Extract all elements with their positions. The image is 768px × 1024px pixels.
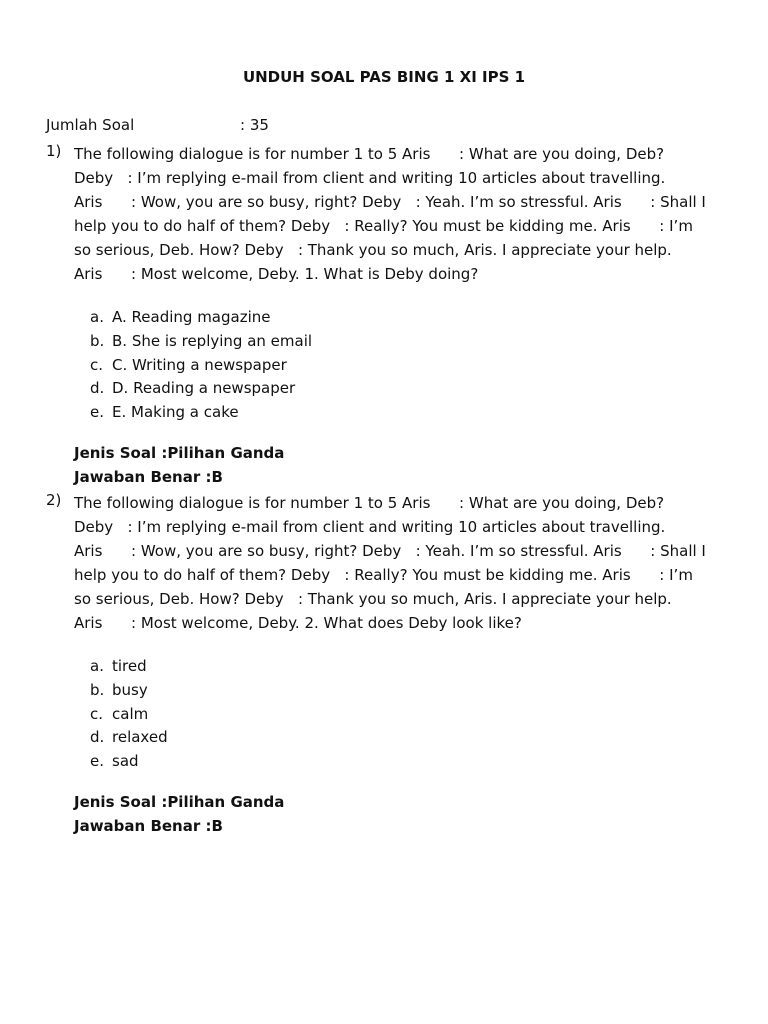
option-letter: c. xyxy=(90,704,104,723)
question-type: Jenis Soal :Pilihan Ganda xyxy=(74,792,285,811)
option-text: calm xyxy=(112,704,149,723)
option-text: relaxed xyxy=(112,728,168,747)
question-meta xyxy=(74,441,726,489)
option-letter: e. xyxy=(90,403,104,422)
option-item xyxy=(90,401,726,425)
option-letter: a. xyxy=(90,308,104,326)
option-letter: c. xyxy=(90,355,104,374)
document-title: UNDUH SOAL PAS BING 1 XI IPS 1 xyxy=(242,68,526,86)
option-letter: b. xyxy=(90,680,105,699)
option-text: busy xyxy=(112,680,148,699)
option-list xyxy=(90,306,726,425)
option-list xyxy=(90,655,726,774)
question-type: Jenis Soal :Pilihan Ganda xyxy=(74,443,285,462)
option-text: B. She is replying an email xyxy=(112,331,313,350)
option-letter: d. xyxy=(90,379,105,398)
option-item xyxy=(90,306,726,330)
question-text: The following dialogue is for number 1 to 5 Aris : What are you doing, Deb? Deby : I’m replying e-mail from client and writing 10 articles about travelling. Aris : Wow, you are so busy, right? Deby : Yeah. I’m so stressful. Aris : Shall I help you to do half of them? Deby : Really? You must be kidding me. Aris : I’m so serious, Deb. How? Deby : Thank you so much, Aris. I appreciate your help. Aris : Most welcome, Deby. 2. What does Deby look like? xyxy=(74,494,706,632)
option-item xyxy=(90,655,726,679)
question-text: The following dialogue is for number 1 to 5 Aris : What are you doing, Deb? Deby : I’m replying e-mail from client and writing 10 articles about travelling. Aris : Wow, you are so busy, right? Deby : Yeah. I’m so stressful. Aris : Shall I help you to do half of them? Deby : Really? You must be kidding me. Aris : I’m so serious, Deb. How? Deby : Thank you so much, Aris. I appreciate your help. Aris : Most welcome, Deby. 1. What is Deby doing? xyxy=(74,145,706,283)
option-text: D. Reading a newspaper xyxy=(112,379,296,398)
question-number: 2) xyxy=(46,491,62,509)
option-letter: b. xyxy=(90,331,105,350)
question-2 xyxy=(46,491,726,838)
option-text: C. Writing a newspaper xyxy=(112,355,287,374)
question-meta xyxy=(74,790,726,838)
option-letter: e. xyxy=(90,752,104,771)
option-text: tired xyxy=(112,657,147,675)
correct-answer: Jawaban Benar :B xyxy=(74,816,223,835)
correct-answer: Jawaban Benar :B xyxy=(74,467,223,486)
option-letter: a. xyxy=(90,657,104,675)
option-text: E. Making a cake xyxy=(112,403,239,422)
option-item xyxy=(90,750,726,774)
option-letter: d. xyxy=(90,728,105,747)
option-item xyxy=(90,703,726,727)
option-item xyxy=(90,726,726,750)
option-item xyxy=(90,330,726,354)
question-1 xyxy=(46,142,726,489)
option-text: sad xyxy=(112,752,139,771)
option-text: A. Reading magazine xyxy=(112,308,271,326)
option-item xyxy=(90,377,726,401)
question-count-label: Jumlah Soal xyxy=(46,116,135,134)
option-item xyxy=(90,354,726,378)
question-number: 1) xyxy=(46,142,62,160)
question-count-row xyxy=(46,116,269,134)
question-count-value: : 35 xyxy=(240,116,269,134)
option-item xyxy=(90,679,726,703)
